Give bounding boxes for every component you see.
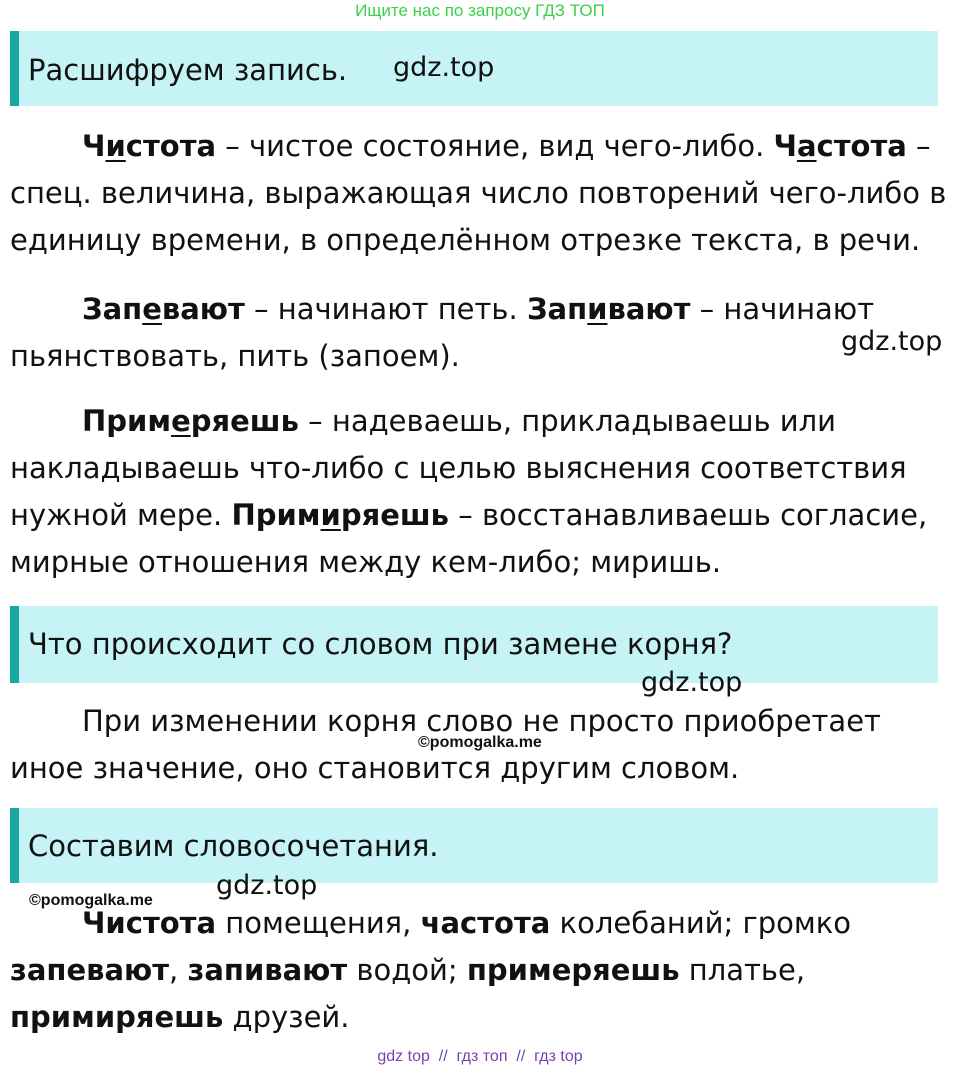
paragraph-zapevayut: Запевают – начинают петь. Запивают – начинают пьянствовать, пить (запоем). xyxy=(10,292,875,373)
paragraph-chistota: Чистота – чистое состояние, вид чего-либо. Частота – спец. величина, выражающая число повторений чего-либо в единицу времени, в определённом отрезке текста, в речи. xyxy=(10,129,947,257)
watermark-pomogalka: ©pomogalka.me xyxy=(418,734,542,751)
watermark-gdz: gdz.top xyxy=(216,870,318,901)
term-primeryaesh: Примеряешь xyxy=(82,404,299,438)
watermark-gdz: gdz.top xyxy=(841,326,943,357)
term-zapivayut: Запивают xyxy=(526,292,691,326)
term-chastota: Частота xyxy=(773,129,907,163)
section-heading-root-change xyxy=(10,606,938,683)
term-chistota: Чистота xyxy=(82,129,217,163)
watermark-gdz: gdz.top xyxy=(393,52,495,83)
term-primiryaesh: Примиряешь xyxy=(231,498,450,532)
watermark-gdz: gdz.top xyxy=(641,667,743,698)
search-hint: Ищите нас по запросу ГДЗ ТОП xyxy=(355,1,605,20)
watermark-pomogalka: ©pomogalka.me xyxy=(29,892,153,909)
footer-links: gdz top // гдз топ // гдз top xyxy=(377,1048,583,1065)
section-heading-text: Составим словосочетания. xyxy=(28,829,439,863)
paragraph-primeryaesh: Примеряешь – надеваешь, прикладываешь или накладываешь что-либо с целью выяснения соответствия нужной мере. Примиряешь – восстанавливаешь согласие, мирные отношения между кем-либо; миришь. xyxy=(10,404,928,579)
paragraph-root-change-answer: При изменении корня слово не просто приобретает иное значение, оно становится другим словом. xyxy=(10,704,881,785)
paragraph-phrases: Чистота помещения, частота колебаний; громко запевают, запивают водой; примеряешь платье, примиряешь друзей. xyxy=(10,906,852,1034)
section-heading-phrases xyxy=(10,808,938,883)
section-heading-text: Расшифруем запись. xyxy=(28,53,348,87)
section-heading-text: Что происходит со словом при замене корня? xyxy=(28,627,733,661)
term-zapevayut: Запевают xyxy=(82,292,245,326)
